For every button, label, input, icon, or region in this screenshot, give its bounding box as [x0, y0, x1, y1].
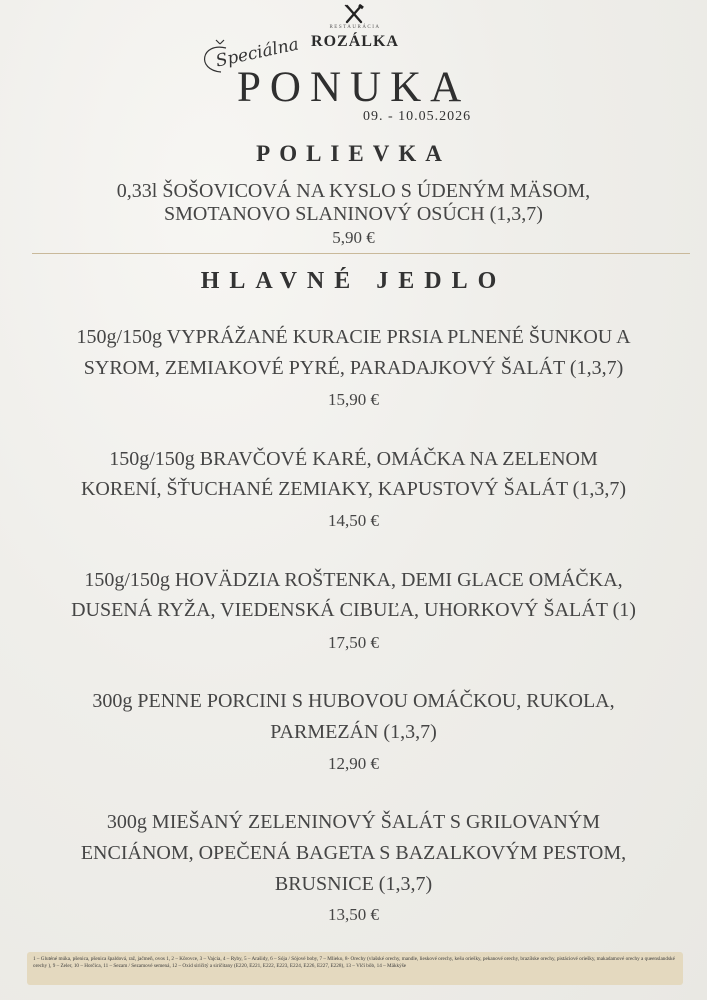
dish-price: 14,50 € — [328, 511, 379, 530]
main-section-title: HLAVNÉ JEDLO — [200, 268, 507, 294]
dish-price: 12,90 € — [328, 754, 379, 773]
dish-line: 150g/150g VYPRÁŽANÉ KURACIE PRSIA PLNENÉ ŠUNKOU A — [76, 326, 631, 348]
brand-subtitle: RESTAURÁCIA — [329, 25, 381, 30]
dish-line: 150g/150g HOVÄDZIA ROŠTENKA, DEMI GLACE OMÁČKA, — [84, 569, 623, 591]
soup-price: 5,90 € — [332, 228, 375, 247]
dish-price: 15,90 € — [328, 390, 379, 409]
allergen-legend: 1 – Gluténé múka, pšenica, pšenica špaldová, raž, jačmeň, ovos 1, 2 – Kôrovce, 3 – Vajcia, 4 – Ryby, 5 – Arašidy, 6 – Sója / Sójové boby, 7 – Mlieko, 8- Orechy (vlašské orechy, mandle, lieskové orechy, kešu oriešky, pekanové orechy, brazílske orechy, pistáciové oriešky, makadamové orechy a queenslandské orechy ), 9 – Zeler, 10 – Horčica, 11 – Sezam / Sezamové semená, 12 – Oxid siričitý a siričitany (E220, E221, E222, E223, E224, E226, E227, E228), 13 – Vlčí bôb, 14 – Mäkkýše — [27, 952, 683, 985]
dish-line: SYROM, ZEMIAKOVÉ PYRÉ, PARADAJKOVÝ ŠALÁT (1,3,7) — [83, 357, 624, 379]
dish-line: ENCIÁNOM, OPEČENÁ BAGETA S BAZALKOVÝM PESTOM, — [80, 842, 627, 864]
dish-price: 13,50 € — [328, 905, 379, 924]
dish-line: BRUSNICE (1,3,7) — [274, 873, 433, 895]
dish-line: 300g MIEŠANÝ ZELENINOVÝ ŠALÁT S GRILOVANÝM — [106, 811, 601, 833]
menu-header — [0, 0, 707, 135]
brand-name: ROZÁLKA — [311, 33, 399, 50]
soup-line: 0,33l ŠOŠOVICOVÁ NA KYSLO S ÚDENÝM MÄSOM, — [116, 180, 591, 202]
dish-line: KORENÍ, ŠŤUCHANÉ ZEMIAKY, KAPUSTOVÝ ŠALÁT (1,3,7) — [80, 478, 626, 500]
section-divider — [32, 253, 690, 254]
soup-line: SMOTANOVO SLANINOVÝ OSÚCH (1,3,7) — [164, 203, 543, 225]
crossed-cutlery-icon — [342, 4, 366, 24]
dish-price: 17,50 € — [328, 633, 379, 652]
menu-date: 09. - 10.05.2026 — [363, 109, 472, 124]
page-title: PONUKA — [237, 64, 471, 111]
dish-line: 150g/150g BRAVČOVÉ KARÉ, OMÁČKA NA ZELENOM — [109, 448, 598, 470]
soup-section-title: POLIEVKA — [256, 141, 451, 166]
dish-line: PARMEZÁN (1,3,7) — [270, 721, 437, 743]
script-title: Speciálna — [214, 34, 301, 72]
dish-line: 300g PENNE PORCINI S HUBOVOU OMÁČKOU, RUKOLA, — [92, 690, 615, 712]
dish-line: DUSENÁ RYŽA, VIEDENSKÁ CIBUĽA, UHORKOVÝ ŠALÁT (1) — [71, 599, 636, 621]
